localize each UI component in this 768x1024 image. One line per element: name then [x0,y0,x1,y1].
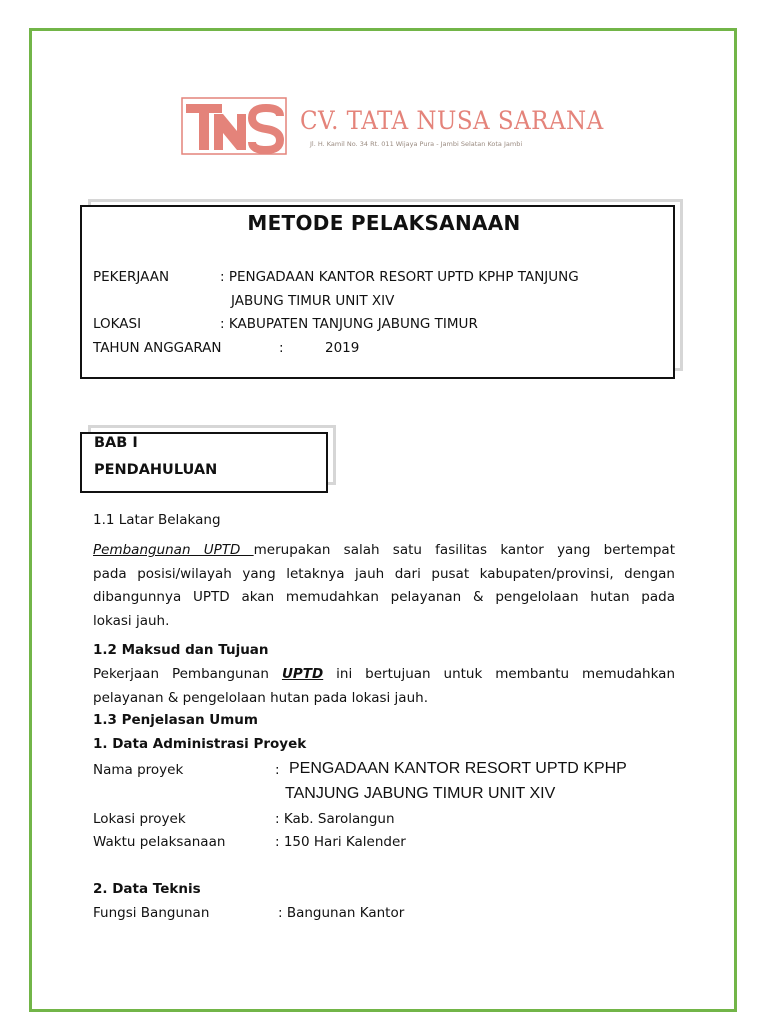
section-1-3-heading: 1.3 Penjelasan Umum [93,712,258,728]
tahun-value: 2019 [325,340,360,356]
section-1-1-heading: 1.1 Latar Belakang [93,512,221,528]
lokasi-proyek-label: Lokasi proyek [93,811,186,827]
company-name: CV. TATA NUSA SARANA [300,106,604,135]
nama-proyek-value: PENGADAAN KANTOR RESORT UPTD KPHP [289,760,627,777]
tns-logo-icon [180,96,288,156]
pekerjaan-value-cont: JABUNG TIMUR UNIT XIV [231,293,395,309]
lokasi-label: LOKASI [93,316,142,332]
waktu-pelaksanaan-label: Waktu pelaksanaan [93,834,226,850]
uptd-emphasis: UPTD [281,666,324,682]
company-logo [180,94,604,160]
pekerjaan-label: PEKERJAAN [93,269,170,285]
section-1-1-paragraph: Pembangunan UPTD merupakan salah satu fasilitas kantor yang bertempat pada posisi/wilayah yang letaknya jauh dari pusat kabupaten/provinsi, dengan dibangunnya UPTD akan memudahkan pelayanan & pengelolaan hutan pada lokasi jauh. [93,542,675,629]
nama-proyek-label: Nama proyek [93,762,184,778]
pekerjaan-value: : PENGADAAN KANTOR RESORT UPTD KPHP TANJUNG [220,269,579,285]
nama-proyek-colon: : [275,762,280,778]
data-administrasi-heading: 1. Data Administrasi Proyek [93,736,307,752]
tahun-colon: : [279,340,284,356]
tahun-label: TAHUN ANGGARAN [93,340,222,356]
waktu-pelaksanaan-value: : 150 Hari Kalender [275,834,406,850]
document-title: METODE PELAKSANAAN [247,211,521,235]
lokasi-value: : KABUPATEN TANJUNG JABUNG TIMUR [220,316,478,332]
lokasi-proyek-value: : Kab. Sarolangun [275,811,395,827]
chapter-number: BAB I [94,435,138,451]
fungsi-bangunan-value: : Bangunan Kantor [278,905,405,921]
company-address: Jl. H. Kamil No. 34 Rt. 011 Wijaya Pura - Jambi Selatan Kota Jambi [310,140,523,148]
section-1-2-paragraph: Pekerjaan Pembangunan UPTD ini bertujuan untuk membantu memudahkan pelayanan & pengelolaan hutan pada lokasi jauh. [93,666,676,706]
chapter-title: PENDAHULUAN [94,462,218,478]
section-1-2-heading: 1.2 Maksud dan Tujuan [93,642,269,658]
fungsi-bangunan-label: Fungsi Bangunan [93,905,210,921]
nama-proyek-value-cont: TANJUNG JABUNG TIMUR UNIT XIV [285,785,556,802]
uptd-term: Pembangunan UPTD [93,542,254,558]
data-teknis-heading: 2. Data Teknis [93,881,201,897]
